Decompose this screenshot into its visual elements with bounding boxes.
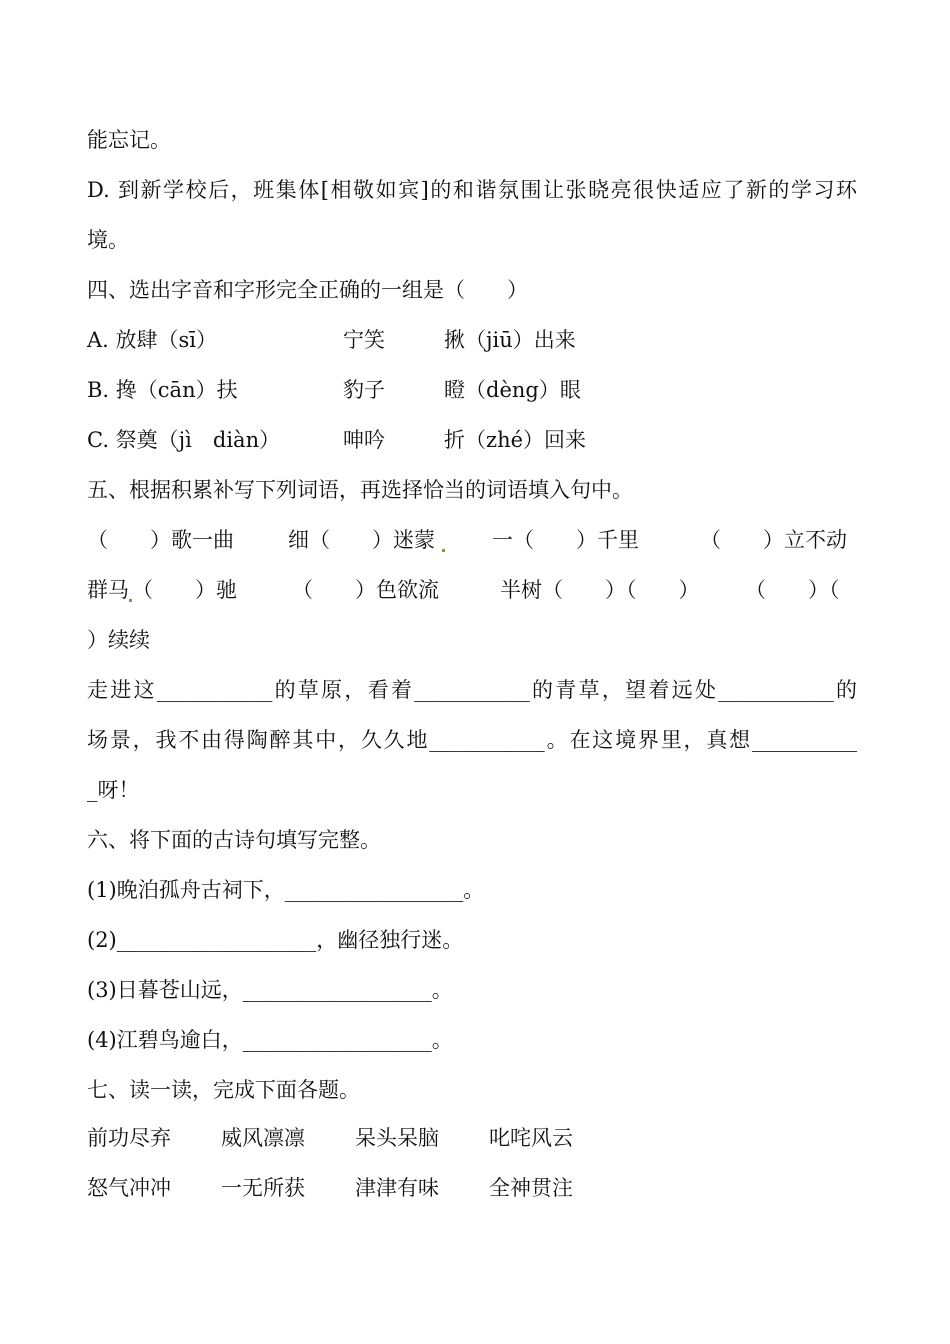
- s7-word-3: 呆头呆脑: [355, 1126, 439, 1150]
- s5-word-7: 半树（ ）（ ）: [500, 578, 700, 602]
- s3-option-d-cont: 境。: [87, 228, 129, 252]
- s5-word-5: 群马 （ ）驰: [87, 578, 237, 602]
- s6-q3: (3)日暮苍山远，__________________。: [87, 978, 453, 1002]
- s6-title: 六、将下面的古诗句填写完整。: [87, 828, 381, 852]
- s4-a-c1: A. 放肆（sī）: [87, 328, 218, 352]
- s7-word-4: 叱咤风云: [489, 1126, 573, 1150]
- s7-word-7: 津津有味: [355, 1176, 439, 1200]
- s7-word-6: 一无所获: [221, 1176, 305, 1200]
- s5-word-2: 细（ ）迷蒙: [288, 526, 445, 554]
- s5-word-1: （ ）歌一曲: [87, 528, 234, 552]
- s7-title: 七、读一读，完成下面各题。: [87, 1078, 360, 1102]
- s5-word-4: （ ）立不动: [700, 528, 847, 552]
- s5-title: 五、根据积累补写下列词语，再选择恰当的词语填入句中。: [87, 478, 633, 502]
- s7-word-2: 威风凛凛: [221, 1126, 305, 1150]
- s4-title: 四、选出字音和字形完全正确的一组是（ ）: [87, 278, 528, 302]
- s3-continuation: 能忘记。: [87, 128, 171, 152]
- s7-word-5: 怒气冲冲: [87, 1176, 171, 1200]
- mark-dot: [442, 549, 445, 552]
- s5-passage-1: 走进这___________的草原，看着___________的青草，望着远处___________的: [87, 678, 857, 702]
- s4-b-c2: 豹子: [343, 378, 385, 402]
- s6-q1: (1)晚泊孤舟古祠下，_________________。: [87, 878, 485, 902]
- s5-passage-3: _呀！: [87, 778, 140, 802]
- s5-word-3: 一（ ）千里: [492, 528, 639, 552]
- s6-q2: (2)___________________，幽径独行迷。: [87, 928, 464, 952]
- s4-b-c3: 瞪（dèng）眼: [444, 378, 581, 402]
- s4-c-c2: 呻吟: [343, 428, 385, 452]
- s4-a-c3: 揪（jiū）出来: [444, 328, 576, 352]
- s3-option-d: D. 到新学校后，班集体[相敬如宾]的和谐氛围让张晓亮很快适应了新的学习环: [87, 178, 857, 202]
- s7-word-8: 全神贯注: [489, 1176, 573, 1200]
- s5-word-6: （ ）色欲流: [292, 578, 439, 602]
- s4-c-c1: C. 祭奠（jì diàn）: [87, 428, 281, 452]
- s4-c-c3: 折（zhé）回来: [444, 428, 587, 452]
- s5-word-8: （ ）（: [745, 578, 840, 602]
- s5-word-8-cont: ）续续: [87, 628, 150, 652]
- s5-passage-2: 场景，我不由得陶醉其中，久久地___________。在这境界里，真想__________: [87, 728, 857, 752]
- s4-a-c2: 宁笑: [343, 328, 385, 352]
- s4-b-c1: B. 搀（cān）扶: [87, 378, 238, 402]
- s6-q4: (4)江碧鸟逾白，__________________。: [87, 1028, 453, 1052]
- s7-word-1: 前功尽弃: [87, 1126, 171, 1150]
